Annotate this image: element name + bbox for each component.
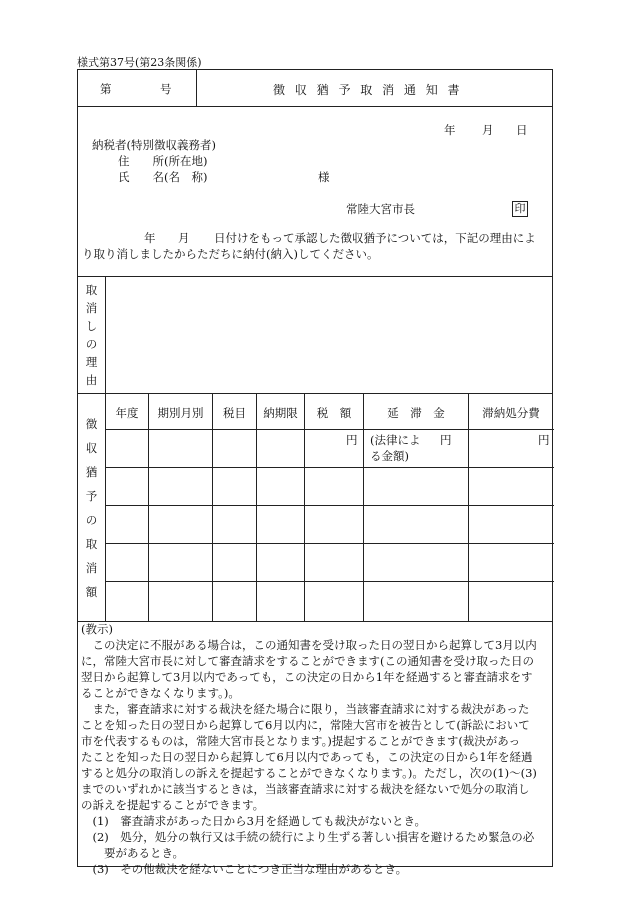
reason-label-char: 取 (85, 283, 98, 297)
body-line2: り取り消しましたからただちに納付(納入)してください。 (82, 247, 379, 261)
reason-label-char: 消 (85, 301, 98, 315)
column-divider (363, 393, 364, 621)
amount-label-column (78, 393, 106, 621)
notes-body (78, 637, 552, 877)
body-line1: 日付けをもって承認した徴収猶予については，下記の理由によ (214, 231, 536, 245)
notes-line: 要があるとき。 (81, 846, 185, 860)
instruction-notes (78, 621, 552, 877)
amount-label-char: の (85, 513, 98, 527)
row-divider (105, 581, 554, 582)
col-header-nouki: 納期限 (263, 406, 298, 420)
amount-label-char: 収 (85, 441, 98, 455)
name-label: 氏 名(名 称) (118, 170, 208, 184)
col-header-nendo: 年度 (115, 406, 139, 420)
amount-label-char: 徴 (85, 417, 98, 431)
notes-line: この決定に不服がある場合は，この通知書を受け取った日の翌日から起算して3月以内 (81, 638, 537, 652)
row-divider (105, 505, 554, 506)
entai-note-2: る金額) (370, 449, 409, 463)
notes-line: までのいずれかに該当するときは，当該審査請求に対する裁決を経ないで処分の取消し (81, 782, 530, 796)
form-title: 徴 収 猶 予 取 消 通 知 書 (273, 83, 463, 97)
entai-unit: 円 (440, 433, 452, 447)
col-header-kibetsu: 期別月別 (157, 406, 204, 420)
notes-line: また，審査請求に対する裁決を経た場合に限り，当該審査請求に対する裁決があった (81, 702, 530, 716)
entai-note-1: (法律によ (370, 433, 421, 447)
col-header-entai: 延 滞 金 (387, 406, 445, 420)
amount-label-char: 額 (85, 585, 98, 599)
tainou-unit: 円 (538, 433, 550, 447)
amount-label-char: 取 (85, 537, 98, 551)
notes-line: (3) その他裁決を経ないことにつき正当な理由があるとき。 (81, 862, 408, 876)
column-divider (212, 393, 213, 621)
form-number: 様式第37号(第23条関係) (77, 56, 202, 69)
zeigaku-unit: 円 (346, 433, 358, 447)
reason-label-char: の (85, 337, 98, 351)
notice-form (77, 69, 553, 876)
reason-label-char: し (85, 319, 98, 333)
body-year: 年 (144, 231, 156, 245)
reason-label-char: 由 (85, 373, 98, 387)
issuer-name: 常陸大宮市長 (346, 202, 415, 216)
amount-label-char: 猶 (85, 465, 98, 479)
column-divider (304, 393, 305, 621)
notice-body-section (78, 106, 552, 277)
column-divider (256, 393, 257, 621)
reason-section (78, 276, 552, 394)
amount-label-char: 予 (85, 489, 98, 503)
notes-line: (1) 審査請求があった日から3月を経過しても裁決がないとき。 (81, 814, 427, 828)
row-divider (105, 429, 554, 430)
address-label: 住 所(所在地) (118, 154, 208, 168)
notes-line: たことを知った日の翌日から起算して6月以内であっても，この決定の日から1年を経過 (81, 750, 533, 764)
notes-line: ることができなくなります。)。 (81, 686, 240, 700)
notes-line: (2) 処分，処分の執行又は手続の続行により生ずる著しい損害を避けるため緊急の必 (81, 830, 535, 844)
notes-heading: (教示) (81, 622, 113, 636)
column-divider (468, 393, 469, 621)
col-header-zeimoku: 税目 (223, 406, 246, 420)
body-month: 月 (178, 231, 190, 245)
seal-mark: 印 (512, 201, 528, 217)
notes-line: 市を代表するものは，常陸大宮市長となります。)提起することができます(裁決があっ (81, 734, 521, 748)
notes-line: ことを知った日の翌日から起算して6月以内に，常陸大宮市を被告として(訴訟において (81, 718, 530, 732)
notes-line: に，常陸大宮市長に対して審査請求をすることができます(この通知書を受け取った日の (81, 654, 534, 668)
header-row (78, 70, 552, 107)
dai-label: 第 (100, 82, 112, 96)
date-year: 年 (444, 123, 456, 137)
notes-line: すると処分の取消しの訴えを提起することができなくなります。)。ただし，次の(1)～(3) (81, 766, 537, 780)
row-divider (105, 543, 554, 544)
cancelled-amount-section (78, 393, 552, 622)
date-day: 日 (516, 123, 528, 137)
col-header-zeigaku: 税 額 (316, 406, 352, 420)
column-divider (148, 393, 149, 621)
notes-line: 翌日から起算して3月以内であっても，この決定の日から1年を経過すると審査請求をす (81, 670, 533, 684)
reason-label-column (78, 276, 106, 393)
go-label: 号 (160, 82, 172, 96)
reason-field[interactable] (106, 276, 553, 393)
date-month: 月 (482, 123, 494, 137)
notes-line: の訴えを提起することができます。 (81, 798, 265, 812)
col-header-tainou: 滞納処分費 (482, 406, 540, 420)
reason-label-char: 理 (85, 355, 98, 369)
taxpayer-label: 納税者(特別徴収義務者) (92, 138, 216, 152)
amount-label-char: 消 (85, 561, 98, 575)
sama-label: 様 (318, 170, 330, 184)
document-number-cell (78, 70, 197, 106)
row-divider (105, 467, 554, 468)
